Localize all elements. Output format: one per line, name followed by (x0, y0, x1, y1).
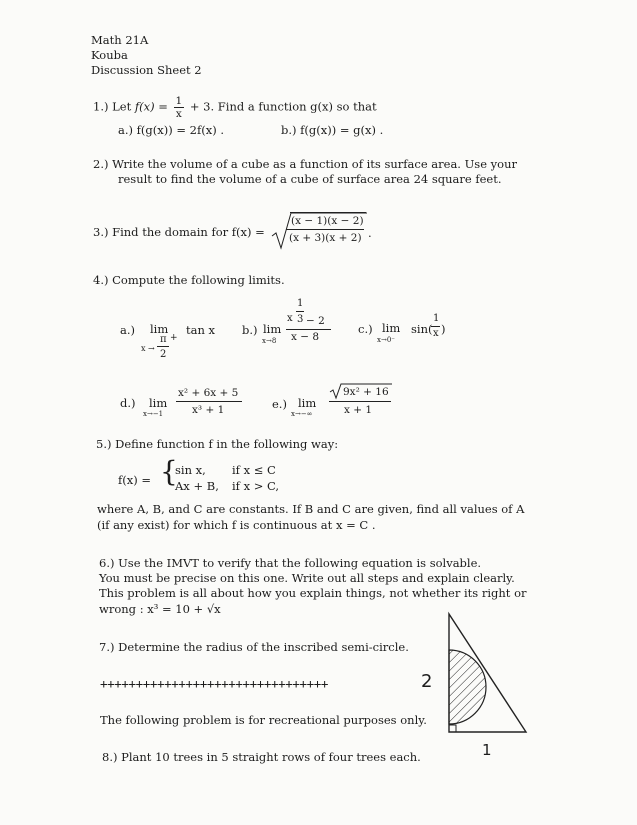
limit-b-denominator: x − 8 (291, 331, 320, 343)
problem-1 (93, 95, 377, 120)
limit-d-fraction-bar (176, 401, 242, 402)
problem-1b: b.) f(g(x)) = g(x) . (281, 123, 384, 137)
problem-5-fx: f(x) = (118, 473, 152, 487)
limit-b-exp-den: 3 (297, 314, 304, 325)
sqrt-vinculum (290, 212, 366, 213)
limit-c-one: 1 (433, 313, 440, 324)
limit-a-function: tan x (186, 323, 216, 337)
limit-c-label: c.) (358, 322, 373, 336)
problem-3-period: . (368, 226, 372, 240)
problem-1a: a.) f(g(x)) = 2f(x) . (118, 123, 224, 137)
limit-c-sub: x→0⁻ (377, 336, 395, 344)
limit-a-plus: + (170, 333, 178, 343)
problem-2-line-1: 2.) Write the volume of a cube as a function of its surface area. Use your (93, 157, 517, 171)
limit-a-two: 2 (160, 349, 167, 360)
figure-height-label: 2 (421, 671, 433, 692)
figure-base-label: 1 (482, 741, 492, 759)
problem-1-rest: Find a function g(x) so that (217, 99, 377, 114)
piecewise-brace: { (160, 455, 178, 488)
case-1-function: sin x, (175, 463, 206, 477)
fraction-one-over-x (174, 95, 185, 120)
case-2-condition: if x > C, (232, 479, 280, 493)
problem-6-line-3: This problem is all about how you explain things, not whether its right or (99, 586, 527, 600)
limit-e-label: e.) (272, 397, 287, 411)
problem-6-line-1: 6.) Use the IMVT to verify that the following equation is solvable. (99, 556, 482, 570)
limit-d-sub: x→−1 (143, 410, 164, 418)
problem-2-line-2: result to find the volume of a cube of surface area 24 square feet. (118, 172, 502, 186)
limit-c-sin: sin( (411, 322, 433, 336)
limit-b-sub: x→8 (262, 337, 277, 345)
limit-b-label: b.) (242, 323, 258, 337)
problem-8-text: 8.) Plant 10 trees in 5 straight rows of four trees each. (102, 750, 421, 764)
problem-3-denominator: (x + 3)(x + 2) (289, 232, 362, 244)
limit-a-lim: lim (150, 322, 169, 336)
problem-3-numerator: (x − 1)(x − 2) (291, 215, 364, 227)
problem-1-plus3: + 3. (189, 99, 215, 114)
problem-3-text: 3.) Find the domain for f(x) = (93, 225, 265, 239)
problem-6-line-4: wrong : x³ = 10 + √x (99, 602, 221, 616)
problem-5-line-2: (if any exist) for which f is continuous at x = C . (97, 518, 376, 532)
sqrt-sign-e (330, 383, 344, 399)
limit-e-denominator: x + 1 (344, 404, 373, 416)
limit-b-minus-two: − 2 (306, 315, 325, 327)
triangle-figure (440, 612, 550, 732)
limit-e-fraction-bar (329, 401, 391, 402)
problem-5-line-1: where A, B, and C are constants. If B and C are given, find all values of A (97, 502, 525, 516)
limit-a-arrow: x → (141, 344, 155, 353)
limit-a-label: a.) (120, 323, 135, 337)
instructor-name: Kouba (91, 48, 128, 62)
limit-a-pi: π (160, 334, 167, 345)
limit-b-lim: lim (263, 322, 282, 336)
problem-5-title: 5.) Define function f in the following way: (96, 437, 339, 451)
limit-e-sub: x→−∞ (291, 410, 313, 418)
problem-1-let: Let (112, 99, 132, 114)
sheet-title: Discussion Sheet 2 (91, 63, 202, 77)
course-title: Math 21A (91, 33, 149, 47)
problem-4-title: 4.) Compute the following limits. (93, 273, 285, 287)
limit-b-x: x (287, 313, 293, 324)
limit-d-denominator: x³ + 1 (192, 404, 225, 416)
case-2-function: Ax + B, (175, 479, 219, 493)
limit-c-lim: lim (382, 321, 401, 335)
limit-c-x: x (433, 328, 439, 339)
limit-d-lim: lim (149, 396, 168, 410)
recreational-note: The following problem is for recreational purposes only. (100, 713, 427, 727)
problem-7-text: 7.) Determine the radius of the inscribed semi-circle. (99, 640, 409, 654)
limit-d-numerator: x² + 6x + 5 (178, 387, 239, 399)
limit-d-label: d.) (120, 396, 136, 410)
problem-3-fraction-bar (286, 229, 364, 230)
problem-6-line-2: You must be precise on this one. Write out all steps and explain clearly. (99, 571, 515, 585)
problem-1-number: 1.) (93, 99, 109, 114)
limit-e-lim: lim (298, 396, 317, 410)
limit-b-exp-bar (296, 311, 304, 312)
limit-b-exp-num: 1 (297, 298, 304, 309)
limit-a-fraction-bar (157, 346, 169, 347)
limit-e-numerator: 9x² + 16 (343, 386, 389, 398)
fraction-numerator: 1 (175, 95, 183, 107)
fraction-denominator: x (175, 108, 182, 120)
case-1-condition: if x ≤ C (232, 463, 276, 477)
problem-1-fx: f(x) = (134, 99, 168, 114)
plus-separator: ++++++++++++++++++++++++++++++++ (100, 676, 329, 691)
limit-c-close: ) (441, 322, 446, 336)
